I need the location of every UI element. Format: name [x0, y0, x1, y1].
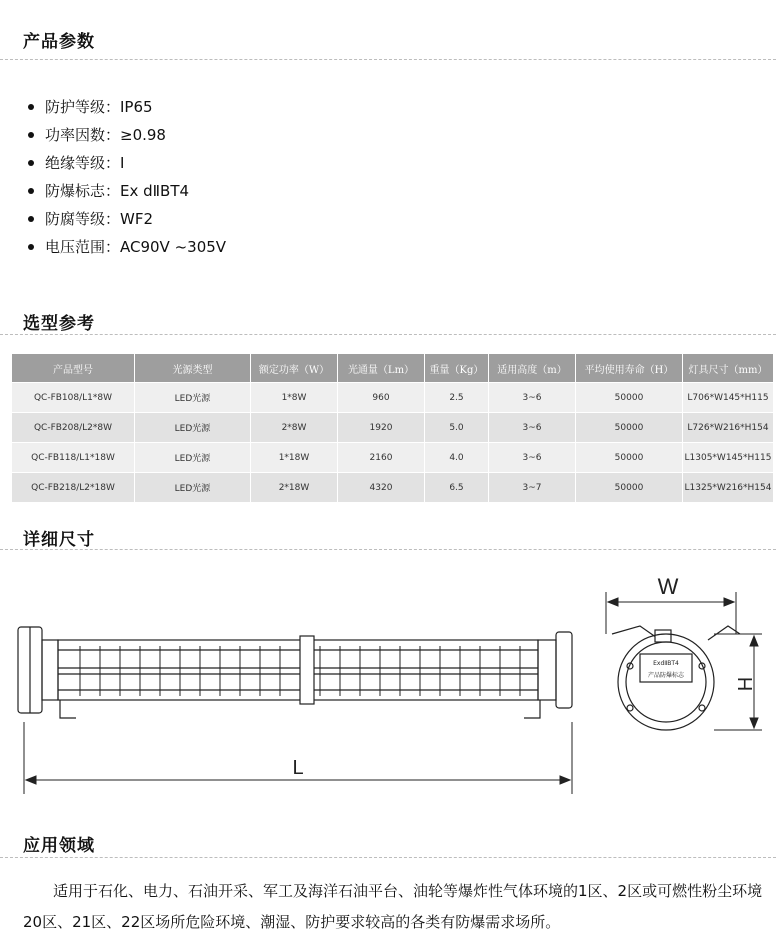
divider [0, 857, 776, 858]
left-bracket [60, 700, 76, 718]
right-bracket [524, 700, 540, 718]
table-cell: 50000 [576, 473, 682, 502]
table-cell: 2.5 [425, 383, 488, 412]
table-cell: 4.0 [425, 443, 488, 472]
divider [0, 334, 776, 335]
column-header: 光通量（Lm） [338, 354, 424, 382]
table-row [12, 473, 773, 502]
lamp-side-view [18, 627, 572, 718]
table-cell: 6.5 [425, 473, 488, 502]
table-cell: 1*18W [251, 443, 337, 472]
bullet-icon [28, 132, 34, 138]
column-header: 适用高度（m） [489, 354, 575, 382]
table-cell: 1*8W [251, 383, 337, 412]
table-cell: 3~6 [489, 443, 575, 472]
height-label: H [735, 676, 757, 692]
bullet-icon [28, 188, 34, 194]
lamp-body [58, 640, 538, 700]
table-cell: QC-FB208/L2*8W [12, 413, 134, 442]
right-gland [538, 640, 556, 700]
dimension-drawing [0, 562, 776, 812]
column-header: 额定功率（W） [251, 354, 337, 382]
table-cell: 1920 [338, 413, 424, 442]
table-cell: L1325*W216*H154 [683, 473, 773, 502]
application-paragraph: 适用于石化、电力、石油开采、军工及海洋石油平台、油轮等爆炸性气体环境的1区、2区或可燃性粉尘环境20区、21区、22区场所危险环境、潮湿、防护要求较高的各类有防爆需求场所。 [23, 882, 763, 931]
table-cell: 960 [338, 383, 424, 412]
table-cell: LED光源 [135, 413, 250, 442]
param-text: 防腐等级：WF2 [45, 210, 154, 228]
table-cell: 50000 [576, 413, 682, 442]
table-cell: QC-FB108/L1*8W [12, 383, 134, 412]
table-cell: 2*18W [251, 473, 337, 502]
param-list [25, 93, 226, 261]
spec-table [11, 353, 774, 503]
bullet-icon [28, 216, 34, 222]
table-row [12, 443, 773, 472]
bullet-icon [28, 160, 34, 166]
param-item [25, 149, 226, 177]
param-item [25, 205, 226, 233]
width-label: W [657, 574, 679, 599]
table-cell: L726*W216*H154 [683, 413, 773, 442]
table-cell: LED光源 [135, 383, 250, 412]
nameplate-text: ExdⅡBT4 [653, 660, 679, 667]
table-header-row [12, 354, 773, 382]
column-header: 光源类型 [135, 354, 250, 382]
table-cell: QC-FB118/L1*18W [12, 443, 134, 472]
end-view-bracket [612, 626, 740, 640]
param-text: 防护等级：IP65 [45, 98, 153, 116]
param-text: 电压范围：AC90V ~305V [45, 238, 227, 256]
divider [0, 59, 776, 60]
table-cell: 3~6 [489, 413, 575, 442]
table-cell: 2160 [338, 443, 424, 472]
param-item [25, 233, 226, 261]
bullet-icon [28, 104, 34, 110]
section-title: 应用领域 [23, 836, 95, 856]
param-item [25, 121, 226, 149]
length-label: L [292, 757, 304, 779]
table-cell: L706*W145*H115 [683, 383, 773, 412]
column-header: 重量（Kg） [425, 354, 488, 382]
table-cell: LED光源 [135, 443, 250, 472]
middle-coupling [300, 636, 314, 704]
table-cell: 4320 [338, 473, 424, 502]
param-item [25, 93, 226, 121]
nameplate-text: 产品防爆标志 [647, 672, 685, 679]
section-title: 选型参考 [23, 314, 95, 334]
table-row [12, 413, 773, 442]
param-text: 绝缘等级：I [45, 154, 125, 172]
divider [0, 549, 776, 550]
param-text: 功率因数：≥0.98 [45, 126, 166, 144]
table-cell: 50000 [576, 443, 682, 472]
section-title: 详细尺寸 [23, 530, 95, 550]
table-cell: 5.0 [425, 413, 488, 442]
section-title: 产品参数 [23, 32, 95, 52]
right-end-cap [556, 632, 572, 708]
table-row [12, 383, 773, 412]
table-cell: 3~6 [489, 383, 575, 412]
param-text: 防爆标志：Ex dⅡBT4 [45, 182, 190, 200]
left-gland [42, 640, 58, 700]
column-header: 产品型号 [12, 354, 134, 382]
table-cell: 2*8W [251, 413, 337, 442]
table-cell: 3~7 [489, 473, 575, 502]
table-cell: LED光源 [135, 473, 250, 502]
column-header: 平均使用寿命（H） [576, 354, 682, 382]
param-item [25, 177, 226, 205]
bullet-icon [28, 244, 34, 250]
table-cell: L1305*W145*H115 [683, 443, 773, 472]
table-cell: QC-FB218/L2*18W [12, 473, 134, 502]
column-header: 灯具尺寸（mm） [683, 354, 773, 382]
table-cell: 50000 [576, 383, 682, 412]
